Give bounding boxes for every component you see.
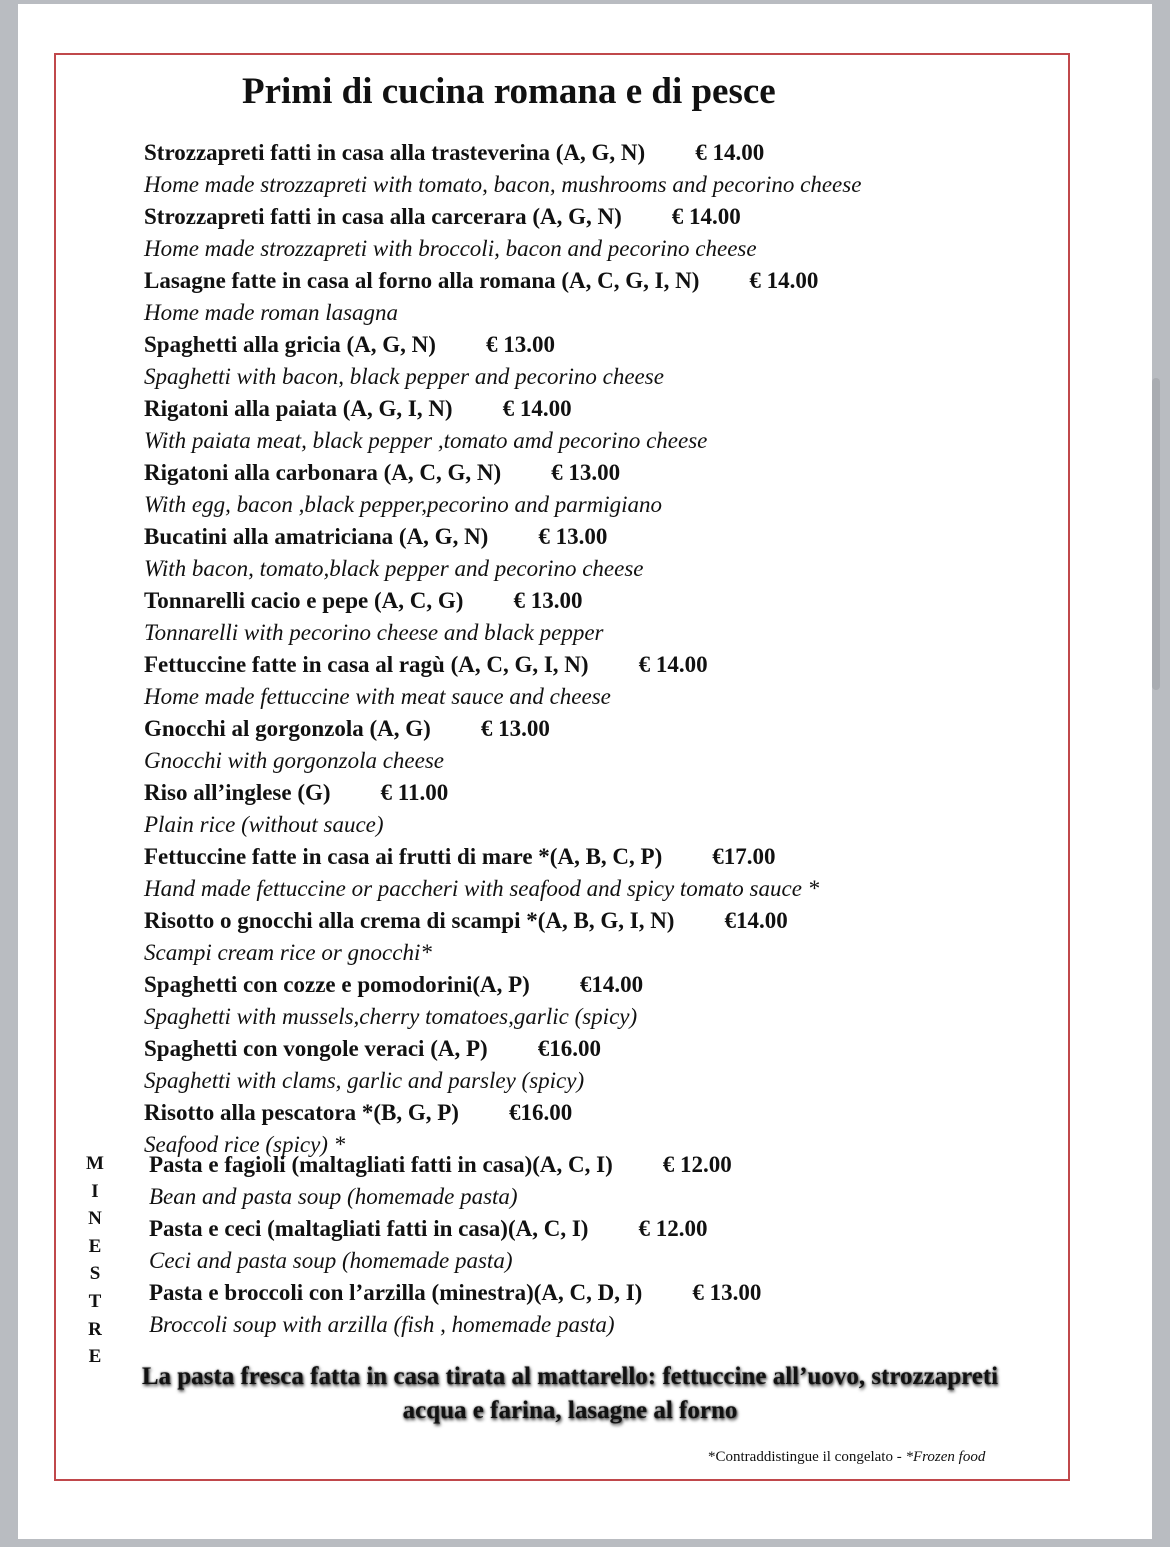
dish-price: € 14.00 (671, 204, 741, 229)
soup-name: Pasta e fagioli (maltagliati fatti in casa)(A, C, I) (149, 1152, 613, 1177)
dish-price: € 11.00 (380, 780, 449, 805)
soup-name-line (149, 1277, 761, 1309)
dish-item (144, 201, 861, 265)
dish-name: Risotto o gnocchi alla crema di scampi *(A, B, G, I, N) (144, 908, 675, 933)
dish-name-line (144, 585, 861, 617)
frozen-food-note (708, 1449, 985, 1466)
dish-item (144, 521, 861, 585)
dish-description: Plain rice (without sauce) (144, 812, 384, 837)
soup-price: € 13.00 (692, 1280, 762, 1305)
dish-price: € 14.00 (502, 396, 572, 421)
minestre-letter: M (86, 1153, 104, 1174)
dish-item (144, 265, 861, 329)
dish-name-line (144, 969, 861, 1001)
dish-price: €16.00 (508, 1100, 573, 1125)
dish-description: Seafood rice (spicy) * (144, 1132, 346, 1157)
dish-description: Home made strozzapreti with broccoli, bacon and pecorino cheese (144, 236, 757, 261)
dish-name: Rigatoni alla carbonara (A, C, G, N) (144, 460, 502, 485)
soup-name: Pasta e ceci (maltagliati fatti in casa)(A, C, I) (149, 1216, 589, 1241)
soup-price: € 12.00 (662, 1152, 732, 1177)
minestre-letter: S (89, 1263, 101, 1285)
dish-name-line (144, 1097, 861, 1129)
dish-name: Riso all’inglese (G) (144, 780, 331, 805)
dish-name: Spaghetti con vongole veraci (A, P) (144, 1036, 488, 1061)
dish-description: Home made fettuccine with meat sauce and cheese (144, 684, 611, 709)
dish-name-line (144, 393, 861, 425)
dish-name-line (144, 649, 861, 681)
dish-price: € 13.00 (513, 588, 583, 613)
minestre-letter: R (88, 1318, 102, 1340)
soup-item (149, 1149, 761, 1213)
dish-name-line (144, 905, 861, 937)
dish-name: Tonnarelli cacio e pepe (A, C, G) (144, 588, 464, 613)
dish-item (144, 457, 861, 521)
dish-name: Strozzapreti fatti in casa alla trasteverina (A, G, N) (144, 140, 646, 165)
minestre-letter: T (88, 1290, 102, 1312)
soup-name-line (149, 1149, 761, 1181)
scrollbar[interactable] (1152, 378, 1160, 690)
dish-name: Bucatini alla amatriciana (A, G, N) (144, 524, 489, 549)
dish-name: Risotto alla pescatora *(B, G, P) (144, 1100, 459, 1125)
dish-item (144, 969, 861, 1033)
minestre-letter: E (88, 1235, 102, 1257)
dish-name-line (144, 841, 861, 873)
dish-item (144, 777, 861, 841)
dish-price: € 14.00 (695, 140, 765, 165)
dish-item (144, 393, 861, 457)
frozen-note-english: *Frozen food (905, 1449, 986, 1465)
dish-description: Tonnarelli with pecorino cheese and black pepper (144, 620, 604, 645)
dish-price: € 13.00 (480, 716, 550, 741)
dish-list (144, 137, 861, 1161)
dish-price: € 13.00 (538, 524, 608, 549)
soup-description: Bean and pasta soup (homemade pasta) (149, 1184, 518, 1209)
soup-item (149, 1277, 761, 1341)
dish-item (144, 585, 861, 649)
dish-name-line (144, 777, 861, 809)
soup-price: € 12.00 (638, 1216, 708, 1241)
soup-description: Ceci and pasta soup (homemade pasta) (149, 1248, 513, 1273)
dish-name-line (144, 201, 861, 233)
fresh-pasta-note (90, 1360, 1050, 1428)
dish-item (144, 905, 861, 969)
soup-name: Pasta e broccoli con l’arzilla (minestra)(A, C, D, I) (149, 1280, 643, 1305)
dish-description: Spaghetti with clams, garlic and parsley (spicy) (144, 1068, 585, 1093)
dish-name-line (144, 137, 861, 169)
dish-item (144, 1033, 861, 1097)
dish-price: € 14.00 (638, 652, 708, 677)
dish-description: With paiata meat, black pepper ,tomato amd pecorino cheese (144, 428, 708, 453)
dish-item (144, 841, 861, 905)
dish-description: Scampi cream rice or gnocchi* (144, 940, 432, 965)
soup-description: Broccoli soup with arzilla (fish , homemade pasta) (149, 1312, 615, 1337)
dish-name-line (144, 265, 861, 297)
frozen-note-italian: *Contraddistingue il congelato - (708, 1449, 906, 1465)
dish-description: Spaghetti with bacon, black pepper and pecorino cheese (144, 364, 664, 389)
page-title: Primi di cucina romana e di pesce (242, 71, 776, 112)
minestre-letter: I (91, 1180, 99, 1202)
dish-item (144, 649, 861, 713)
dish-price: € 13.00 (485, 332, 555, 357)
dish-description: With bacon, tomato,black pepper and pecorino cheese (144, 556, 644, 581)
dish-name: Fettuccine fatte in casa ai frutti di mare *(A, B, C, P) (144, 844, 663, 869)
dish-price: €14.00 (579, 972, 644, 997)
dish-name-line (144, 521, 861, 553)
dish-description: Gnocchi with gorgonzola cheese (144, 748, 445, 773)
dish-description: Home made roman lasagna (144, 300, 399, 325)
dish-name: Fettuccine fatte in casa al ragù (A, C, G, I, N) (144, 652, 589, 677)
dish-price: €17.00 (712, 844, 776, 869)
dish-name: Strozzapreti fatti in casa alla carcerara (A, G, N) (144, 204, 622, 229)
dish-name: Lasagne fatte in casa al forno alla romana (A, C, G, I, N) (144, 268, 700, 293)
dish-name-line (144, 713, 861, 745)
fresh-pasta-note-line2: acqua e farina, lasagne al forno (402, 1397, 738, 1424)
dish-item (144, 329, 861, 393)
soup-name-line (149, 1213, 761, 1245)
dish-name: Rigatoni alla paiata (A, G, I, N) (144, 396, 453, 421)
dish-description: Home made strozzapreti with tomato, bacon, mushrooms and pecorino cheese (144, 172, 862, 197)
dish-name-line (144, 457, 861, 489)
minestre-vertical-label (84, 1150, 106, 1371)
dish-price: €14.00 (724, 908, 788, 933)
minestre-list (149, 1149, 761, 1341)
dish-description: Spaghetti with mussels,cherry tomatoes,garlic (spicy) (144, 1004, 638, 1029)
dish-name: Spaghetti con cozze e pomodorini(A, P) (144, 972, 530, 997)
dish-name-line (144, 329, 861, 361)
minestre-letter: E (88, 1346, 102, 1368)
dish-item (144, 713, 861, 777)
dish-description: Hand made fettuccine or paccheri with seafood and spicy tomato sauce * (144, 876, 820, 901)
dish-price: € 14.00 (749, 268, 819, 293)
dish-name: Spaghetti alla gricia (A, G, N) (144, 332, 436, 357)
dish-price: € 13.00 (551, 460, 621, 485)
dish-description: With egg, bacon ,black pepper,pecorino and parmigiano (144, 492, 663, 517)
dish-item (144, 137, 861, 201)
dish-name-line (144, 1033, 861, 1065)
dish-price: €16.00 (537, 1036, 601, 1061)
minestre-letter: N (88, 1208, 102, 1230)
fresh-pasta-note-line1: La pasta fresca fatta in casa tirata al mattarello: fettuccine all’uovo, strozzapreti (141, 1363, 999, 1390)
dish-name: Gnocchi al gorgonzola (A, G) (144, 716, 431, 741)
soup-item (149, 1213, 761, 1277)
